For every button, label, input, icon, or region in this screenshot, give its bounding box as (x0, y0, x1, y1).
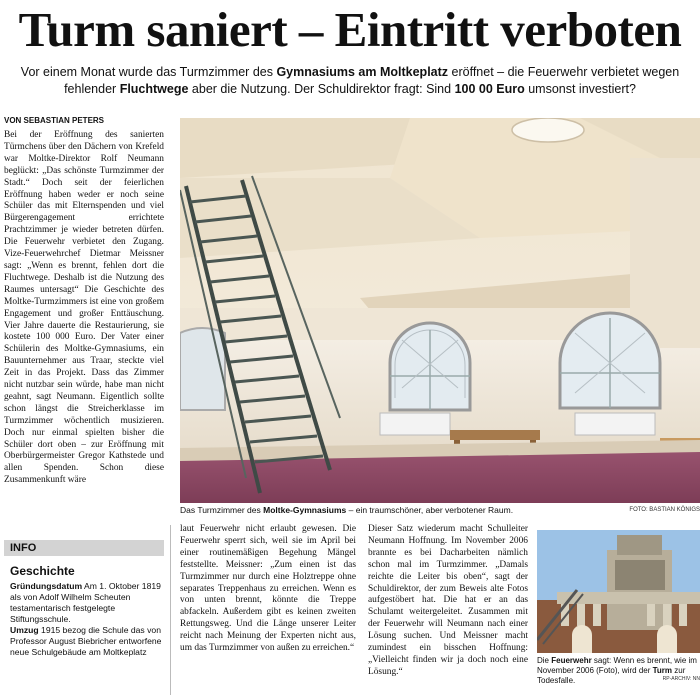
info-box-body: Gründungsdatum Am 1. Oktober 1819 als von Adolf Wilhelm Scheuten testamentarisch festgelegte Stiftungsschule. Umzug 1915 bezog die Schule das von Professor August Biebricher entworfene neue Schulgebäude am Moltkeplatz (10, 581, 162, 657)
info-box-title: Geschichte (10, 564, 75, 578)
article-column-2: laut Feuerwehr nicht erlaubt gewesen. Die Feuerwehr sperrt sich, weil sie im April bei einer routinemäßigen Begehung Mängel feststellte. Meissner: „Zum einen ist das Turmzimmer nur durch eine Holztreppe ohne separates Treppenhaus zu erreichen. Wenn es von unten brennt, könnte die Treppe abfackeln. Außerdem gibt es keinen zweiten Rettungsweg. Und die Länge unserer Leiter reicht nach Meinung der Experten nicht aus, um das Turmzimmer von außen zu erreichen.“ (180, 524, 356, 654)
tower-room-photo (180, 118, 700, 503)
headline: Turm saniert – Eintritt verboten (18, 2, 682, 57)
byline: VON SEBASTIAN PETERS (4, 116, 105, 125)
photo-credit: FOTO: BASTIAN KÖNIGS (629, 507, 700, 513)
article-column-1: Bei der Eröffnung des sanierten Türmchens über den Dächern von Krefeld war Moltke-Direktor Rolf Neumann beglückt: „Das schönste Turmzimmer der Stadt.“ Doch seit der feierlichen Eröffnung haben weder er noch seine Schüler das mit Elternspenden und viel Bürgerengagement errichtete Prachtzimmer je wieder betreten dürfen. Die Feuerwehr verbietet den Zugang. Vize-Feuerwehrchef Dietmar Meissner sagt: „Wenn es brennt, fehlen dort die Fluchtwege. Deshalb ist die Nutzung des Raumes untersagt“ Die Geschichte des Moltke-Turmzimmers ist eine von großem Engagement und großer Enttäuschung. Vier Jahre dauerte die Restaurierung, sie kostete 100 000 Euro. Der Vater einer Schülerin des Moltke-Gymnasiums, ein Bauunternehmer aus Traar, steckte viel Zeit in das Projekt. Dass das Zimmer nicht nutzbar sein würde, habe man nicht geahnt, sagt Neumann. Eigentlich sollte schon längst die Streicherklasse im Turmzimmer wöchentlich musizieren. Doch nur einmal spielten bisher die Schüler dort oben – zur Eröffnung mit Oberbürgermeister Gregor Kathstede und allen Spenden. Schon diese Zusammenkunft wäre (4, 130, 164, 486)
article-column-3: Dieser Satz wiederum macht Schulleiter Neumann Hoffnung. Im November 2006 brannte es bei Dacharbeiten nämlich schon mal im Turmzimmer. „Damals reichte die Leiter bis oben“, sagt der Schuldirektor, der zum Beweis alte Fotos aufgestöbert hat. Die hat er an das Schulamt weitergeleitet. Zusammen mit der Feuerwehr will Neumann nach einer Lösung suchen. Und Meissner macht zumindest ein bisschen Hoffnung: „Vielleicht finden wir ja doch noch eine Lösung.“ (368, 524, 528, 677)
fire-tower-photo (537, 530, 700, 653)
photo-caption: Das Turmzimmer des Moltke-Gymnasiums – ein traumschöner, aber verbotener Raum. (180, 505, 514, 515)
info-box-label: INFO (4, 540, 164, 556)
fire-photo-credit: RP-ARCHIV: NN (662, 676, 700, 682)
column-divider (170, 525, 171, 695)
fire-photo-caption: Die Feuerwehr sagt: Wenn es brennt, wie im November 2006 (Foto), wird der Turm zur Todesfalle. (537, 656, 697, 685)
subheadline: Vor einem Monat wurde das Turmzimmer des Gymnasiums am Moltkeplatz eröffnet – die Feuerwehr verbietet wegen fehlender Fluchtwege aber die Nutzung. Der Schuldirektor fragt: Sind 100 00 Euro umsonst investiert? (20, 65, 680, 96)
